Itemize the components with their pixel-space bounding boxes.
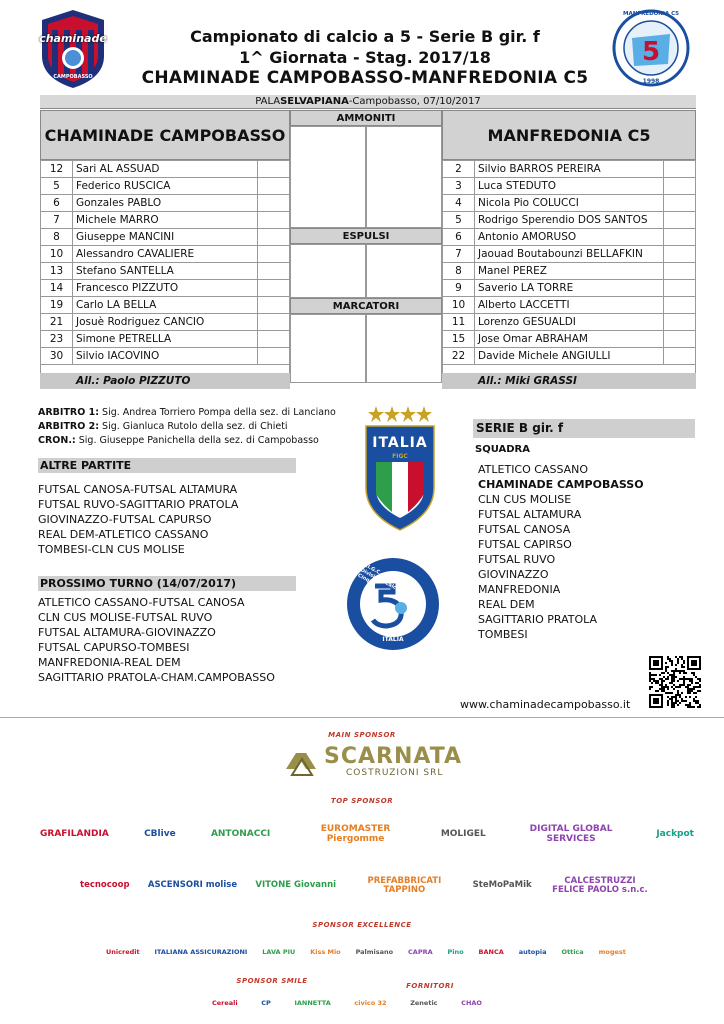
player-row [443, 263, 696, 280]
player-number: 14 [41, 280, 73, 297]
match-item: CLN CUS MOLISE-FUTSAL RUVO [38, 611, 213, 624]
match-item: TOMBESI-CLN CUS MOLISE [38, 543, 185, 556]
player-notes-cell [664, 246, 696, 263]
smile-sponsor-row [212, 990, 482, 1018]
player-row [41, 195, 290, 212]
venue-bar [40, 95, 696, 109]
player-number: 11 [443, 314, 475, 331]
website-link[interactable]: www.chaminadecampobasso.it [460, 698, 631, 711]
top-sponsor-row-2 [80, 866, 650, 906]
player-notes-cell [258, 331, 290, 348]
team-item: CHAMINADE CAMPOBASSO [478, 478, 644, 491]
ammoniti-home-cell [290, 126, 366, 228]
player-notes-cell [664, 314, 696, 331]
player-name: Giuseppe MANCINI [73, 229, 258, 246]
team-item: SAGITTARIO PRATOLA [478, 613, 598, 626]
home-crest-text: chaminade [39, 32, 107, 45]
italia-logo-text: ITALIA [372, 435, 428, 451]
ammoniti-away-cell [366, 126, 442, 228]
espulsi-home-cell [290, 244, 366, 298]
player-notes-cell [664, 212, 696, 229]
player-name: Sari AL ASSUAD [73, 161, 258, 178]
player-name: Saverio LA TORRE [475, 280, 664, 297]
player-number: 9 [443, 280, 475, 297]
player-row [41, 161, 290, 178]
player-name: Alessandro CAVALIERE [73, 246, 258, 263]
player-row [41, 229, 290, 246]
player-name: Lorenzo GESUALDI [475, 314, 664, 331]
player-number: 10 [443, 297, 475, 314]
main-sponsor-sub: COSTRUZIONI SRL [346, 768, 444, 778]
prossimo-turno-title: PROSSIMO TURNO (14/07/2017) [38, 576, 296, 591]
player-row [443, 195, 696, 212]
player-name: Alberto LACCETTI [475, 297, 664, 314]
player-number: 15 [443, 331, 475, 348]
sponsor-logo: BANCA [478, 948, 504, 957]
svg-text:5: 5 [641, 37, 661, 67]
player-number: 30 [41, 348, 73, 365]
squadra-column-header: SQUADRA [475, 444, 530, 455]
home-team-block [40, 110, 290, 389]
away-team-crest [612, 8, 690, 88]
player-number: 7 [41, 212, 73, 229]
player-number: 12 [41, 161, 73, 178]
sponsor-logo: Pino [447, 948, 464, 957]
player-name: Stefano SANTELLA [73, 263, 258, 280]
player-row [41, 331, 290, 348]
player-row [443, 314, 696, 331]
prossimo-turno-section [38, 576, 296, 685]
match-item: FUTSAL CANOSA-FUTSAL ALTAMURA [38, 483, 238, 496]
marcatori-away-cell [366, 314, 442, 383]
player-row [41, 263, 290, 280]
sponsor-logo: DIGITAL GLOBAL SERVICES [529, 824, 613, 844]
sponsor-logo: GRAFILANDIA [40, 829, 109, 840]
sponsor-logo: mogest [598, 948, 626, 957]
player-number: 3 [443, 178, 475, 195]
ammoniti-header: AMMONITI [290, 110, 442, 126]
espulsi-away-cell [366, 244, 442, 298]
player-notes-cell [258, 161, 290, 178]
marcatori-header: MARCATORI [290, 298, 442, 314]
player-row [41, 178, 290, 195]
sponsor-logo: ANTONACCI [210, 829, 271, 840]
player-notes-cell [258, 195, 290, 212]
team-item: GIOVINAZZO [478, 568, 549, 581]
player-notes-cell [258, 297, 290, 314]
match-title: CHAMINADE CAMPOBASSO-MANFREDONIA C5 [141, 68, 589, 88]
match-item: GIOVINAZZO-FUTSAL CAPURSO [38, 513, 212, 526]
sponsor-logo: SteMoPaMik [472, 880, 532, 891]
sponsor-logo: Cereali [212, 999, 238, 1008]
player-row [41, 280, 290, 297]
player-notes-cell [664, 348, 696, 365]
player-name: Michele MARRO [73, 212, 258, 229]
sponsor-logo: CHAO [461, 999, 482, 1008]
player-notes-cell [258, 246, 290, 263]
referee-1: ARBITRO 1: Sig. Andrea Torriero Pompa della sez. di Lanciano [38, 407, 336, 418]
sponsor-logo: Zenetic [410, 999, 438, 1008]
away-roster [442, 160, 696, 365]
player-row [41, 314, 290, 331]
player-notes-cell [258, 229, 290, 246]
team-list [478, 462, 644, 642]
excellence-label: SPONSOR EXCELLENCE [312, 921, 412, 929]
match-item: MANFREDONIA-REAL DEM [38, 656, 181, 669]
timekeeper: CRON.: Sig. Giuseppe Panichella della sez. di Campobasso [38, 435, 319, 446]
match-item: FUTSAL CAPURSO-TOMBESI [38, 641, 190, 654]
player-notes-cell [664, 195, 696, 212]
player-notes-cell [664, 297, 696, 314]
player-name: Jose Omar ABRAHAM [475, 331, 664, 348]
player-row [443, 229, 696, 246]
match-item: FUTSAL ALTAMURA-GIOVINAZZO [38, 626, 216, 639]
sponsor-logo: ASCENSORI molise [147, 880, 238, 891]
italia-logo [360, 402, 440, 534]
sponsor-logo: EUROMASTER Piergomme [320, 824, 391, 844]
main-sponsor-name: SCARNATA [324, 744, 463, 769]
serie-title: SERIE B gir. f [473, 419, 695, 438]
referees [38, 406, 336, 448]
player-notes-cell [664, 229, 696, 246]
player-name: Josuè Rodriguez CANCIO [73, 314, 258, 331]
player-number: 8 [41, 229, 73, 246]
marcatori-home-cell [290, 314, 366, 383]
player-notes-cell [258, 314, 290, 331]
referee-2: ARBITRO 2: Sig. Gianluca Rutolo della sez. di Chieti [38, 421, 288, 432]
match-item: FUTSAL RUVO-SAGITTARIO PRATOLA [38, 498, 239, 511]
altre-partite-list [38, 482, 296, 557]
player-number: 13 [41, 263, 73, 280]
player-notes-cell [664, 178, 696, 195]
player-number: 6 [443, 229, 475, 246]
player-number: 19 [41, 297, 73, 314]
espulsi-header: ESPULSI [290, 228, 442, 244]
divider [0, 717, 724, 718]
home-roster [40, 160, 290, 365]
sponsor-logo: CAPRA [408, 948, 433, 957]
top-sponsor-row-1 [40, 810, 694, 860]
player-notes-cell [258, 263, 290, 280]
sponsor-logo: ITALIANA ASSICURAZIONI [154, 948, 248, 957]
altre-partite-title: ALTRE PARTITE [38, 458, 296, 473]
sponsor-logo: tecnocoop [80, 880, 130, 891]
team-item: REAL DEM [478, 598, 535, 611]
match-item: REAL DEM-ATLETICO CASSANO [38, 528, 209, 541]
player-name: Federico RUSCICA [73, 178, 258, 195]
venue-date: -Campobasso, 07/10/2017 [348, 96, 481, 107]
sponsor-logo: CALCESTRUZZI FELICE PAOLO s.n.c. [552, 875, 648, 895]
home-crest-sub: CAMPOBASSO [53, 74, 93, 80]
player-row [443, 280, 696, 297]
sponsor-logo: CP [261, 999, 271, 1008]
team-item: CLN CUS MOLISE [478, 493, 572, 506]
sponsor-logo: Ottica [561, 948, 584, 957]
away-crest-text: MANFREDONIA C5 [622, 11, 679, 17]
lnd-logo [345, 556, 441, 652]
player-number: 22 [443, 348, 475, 365]
player-number: 4 [443, 195, 475, 212]
sponsor-logo: VITONE Giovanni [255, 880, 337, 891]
player-row [443, 246, 696, 263]
sponsor-logo: CBlive [144, 829, 176, 840]
excellence-sponsor-row [106, 937, 626, 969]
italia-logo-sub: FIGC [392, 453, 408, 460]
round-title: 1^ Giornata - Stag. 2017/18 [239, 48, 491, 67]
player-row [41, 246, 290, 263]
player-notes-cell [664, 263, 696, 280]
player-number: 7 [443, 246, 475, 263]
team-item: FUTSAL CAPIRSO [478, 538, 572, 551]
player-notes-cell [664, 280, 696, 297]
team-item: ATLETICO CASSANO [478, 463, 589, 476]
player-name: Antonio AMORUSO [475, 229, 664, 246]
lnd-logo-text: F.I.G.C. - L.N.D. - Divisione Calcio a Cinque [356, 562, 407, 596]
home-team-crest [38, 8, 108, 90]
player-row [41, 348, 290, 365]
sponsor-logo: Kiss Mio [310, 948, 341, 957]
player-name: Manel PEREZ [475, 263, 664, 280]
sponsor-logo: Palmisano [355, 948, 394, 957]
match-header [140, 26, 590, 89]
player-number: 6 [41, 195, 73, 212]
player-number: 5 [443, 212, 475, 229]
player-number: 10 [41, 246, 73, 263]
home-team-name: CHAMINADE CAMPOBASSO [40, 110, 290, 160]
sponsor-logo: MOLIGEL [440, 829, 486, 840]
player-name: Simone PETRELLA [73, 331, 258, 348]
player-number: 8 [443, 263, 475, 280]
venue-name: SELVAPIANA [280, 96, 349, 107]
player-number: 5 [41, 178, 73, 195]
main-sponsor-label: MAIN SPONSOR [328, 731, 396, 739]
team-item: FUTSAL CANOSA [478, 523, 571, 536]
match-item: ATLETICO CASSANO-FUTSAL CANOSA [38, 596, 245, 609]
player-row [443, 348, 696, 365]
sponsor-logo: civico 32 [354, 999, 387, 1008]
team-item: TOMBESI [478, 628, 528, 641]
qr-code[interactable] [649, 656, 701, 708]
player-name: Francesco PIZZUTO [73, 280, 258, 297]
away-team-name: MANFREDONIA C5 [442, 110, 696, 160]
sponsor-logo: Jackpot [656, 829, 694, 840]
player-notes-cell [258, 348, 290, 365]
player-number: 23 [41, 331, 73, 348]
player-row [443, 297, 696, 314]
sponsor-logo: IANNETTA [294, 999, 331, 1008]
fornitori-label: FORNITORI [406, 982, 454, 990]
player-name: Carlo LA BELLA [73, 297, 258, 314]
player-row [443, 161, 696, 178]
lnd-logo-sub: ITALIA [382, 636, 404, 643]
player-name: Jaouad Boutabounzi BELLAFKIN [475, 246, 664, 263]
venue-prefix: PALA [255, 96, 281, 107]
player-notes-cell [258, 178, 290, 195]
away-team-block [442, 110, 696, 389]
away-coach: All.: Miki GRASSI [442, 373, 696, 389]
sponsor-logo: PREFABBRICATI TAPPINO [367, 875, 442, 895]
team-item: FUTSAL ALTAMURA [478, 508, 582, 521]
player-row [443, 178, 696, 195]
smile-label: SPONSOR SMILE [236, 977, 308, 985]
sponsor-logo: Unicredit [106, 948, 140, 957]
team-item: FUTSAL RUVO [478, 553, 556, 566]
player-notes-cell [258, 280, 290, 297]
player-row [443, 212, 696, 229]
player-notes-cell [258, 212, 290, 229]
sponsor-logo: autopia [518, 948, 547, 957]
competition-title: Campionato di calcio a 5 - Serie B gir. f [190, 27, 540, 46]
player-notes-cell [664, 331, 696, 348]
player-name: Nicola Pio COLUCCI [475, 195, 664, 212]
away-crest-year: 1998 [642, 78, 660, 85]
player-name: Silvio IACOVINO [73, 348, 258, 365]
player-number: 2 [443, 161, 475, 178]
prossimo-turno-list [38, 595, 296, 685]
player-row [443, 331, 696, 348]
home-coach: All.: Paolo PIZZUTO [40, 373, 290, 389]
team-item: MANFREDONIA [478, 583, 561, 596]
player-name: Luca STEDUTO [475, 178, 664, 195]
events-column [290, 110, 442, 383]
player-name: Silvio BARROS PEREIRA [475, 161, 664, 178]
main-sponsor-logo [282, 744, 462, 780]
top-sponsor-label: TOP SPONSOR [330, 797, 394, 805]
player-row [41, 297, 290, 314]
sponsor-logo: LAVA PIU [262, 948, 296, 957]
player-name: Davide Michele ANGIULLI [475, 348, 664, 365]
player-name: Rodrigo Sperendio DOS SANTOS [475, 212, 664, 229]
altre-partite-section [38, 458, 296, 557]
player-number: 21 [41, 314, 73, 331]
player-row [41, 212, 290, 229]
player-name: Gonzales PABLO [73, 195, 258, 212]
match-item: SAGITTARIO PRATOLA-CHAM.CAMPOBASSO [38, 671, 275, 684]
player-notes-cell [664, 161, 696, 178]
